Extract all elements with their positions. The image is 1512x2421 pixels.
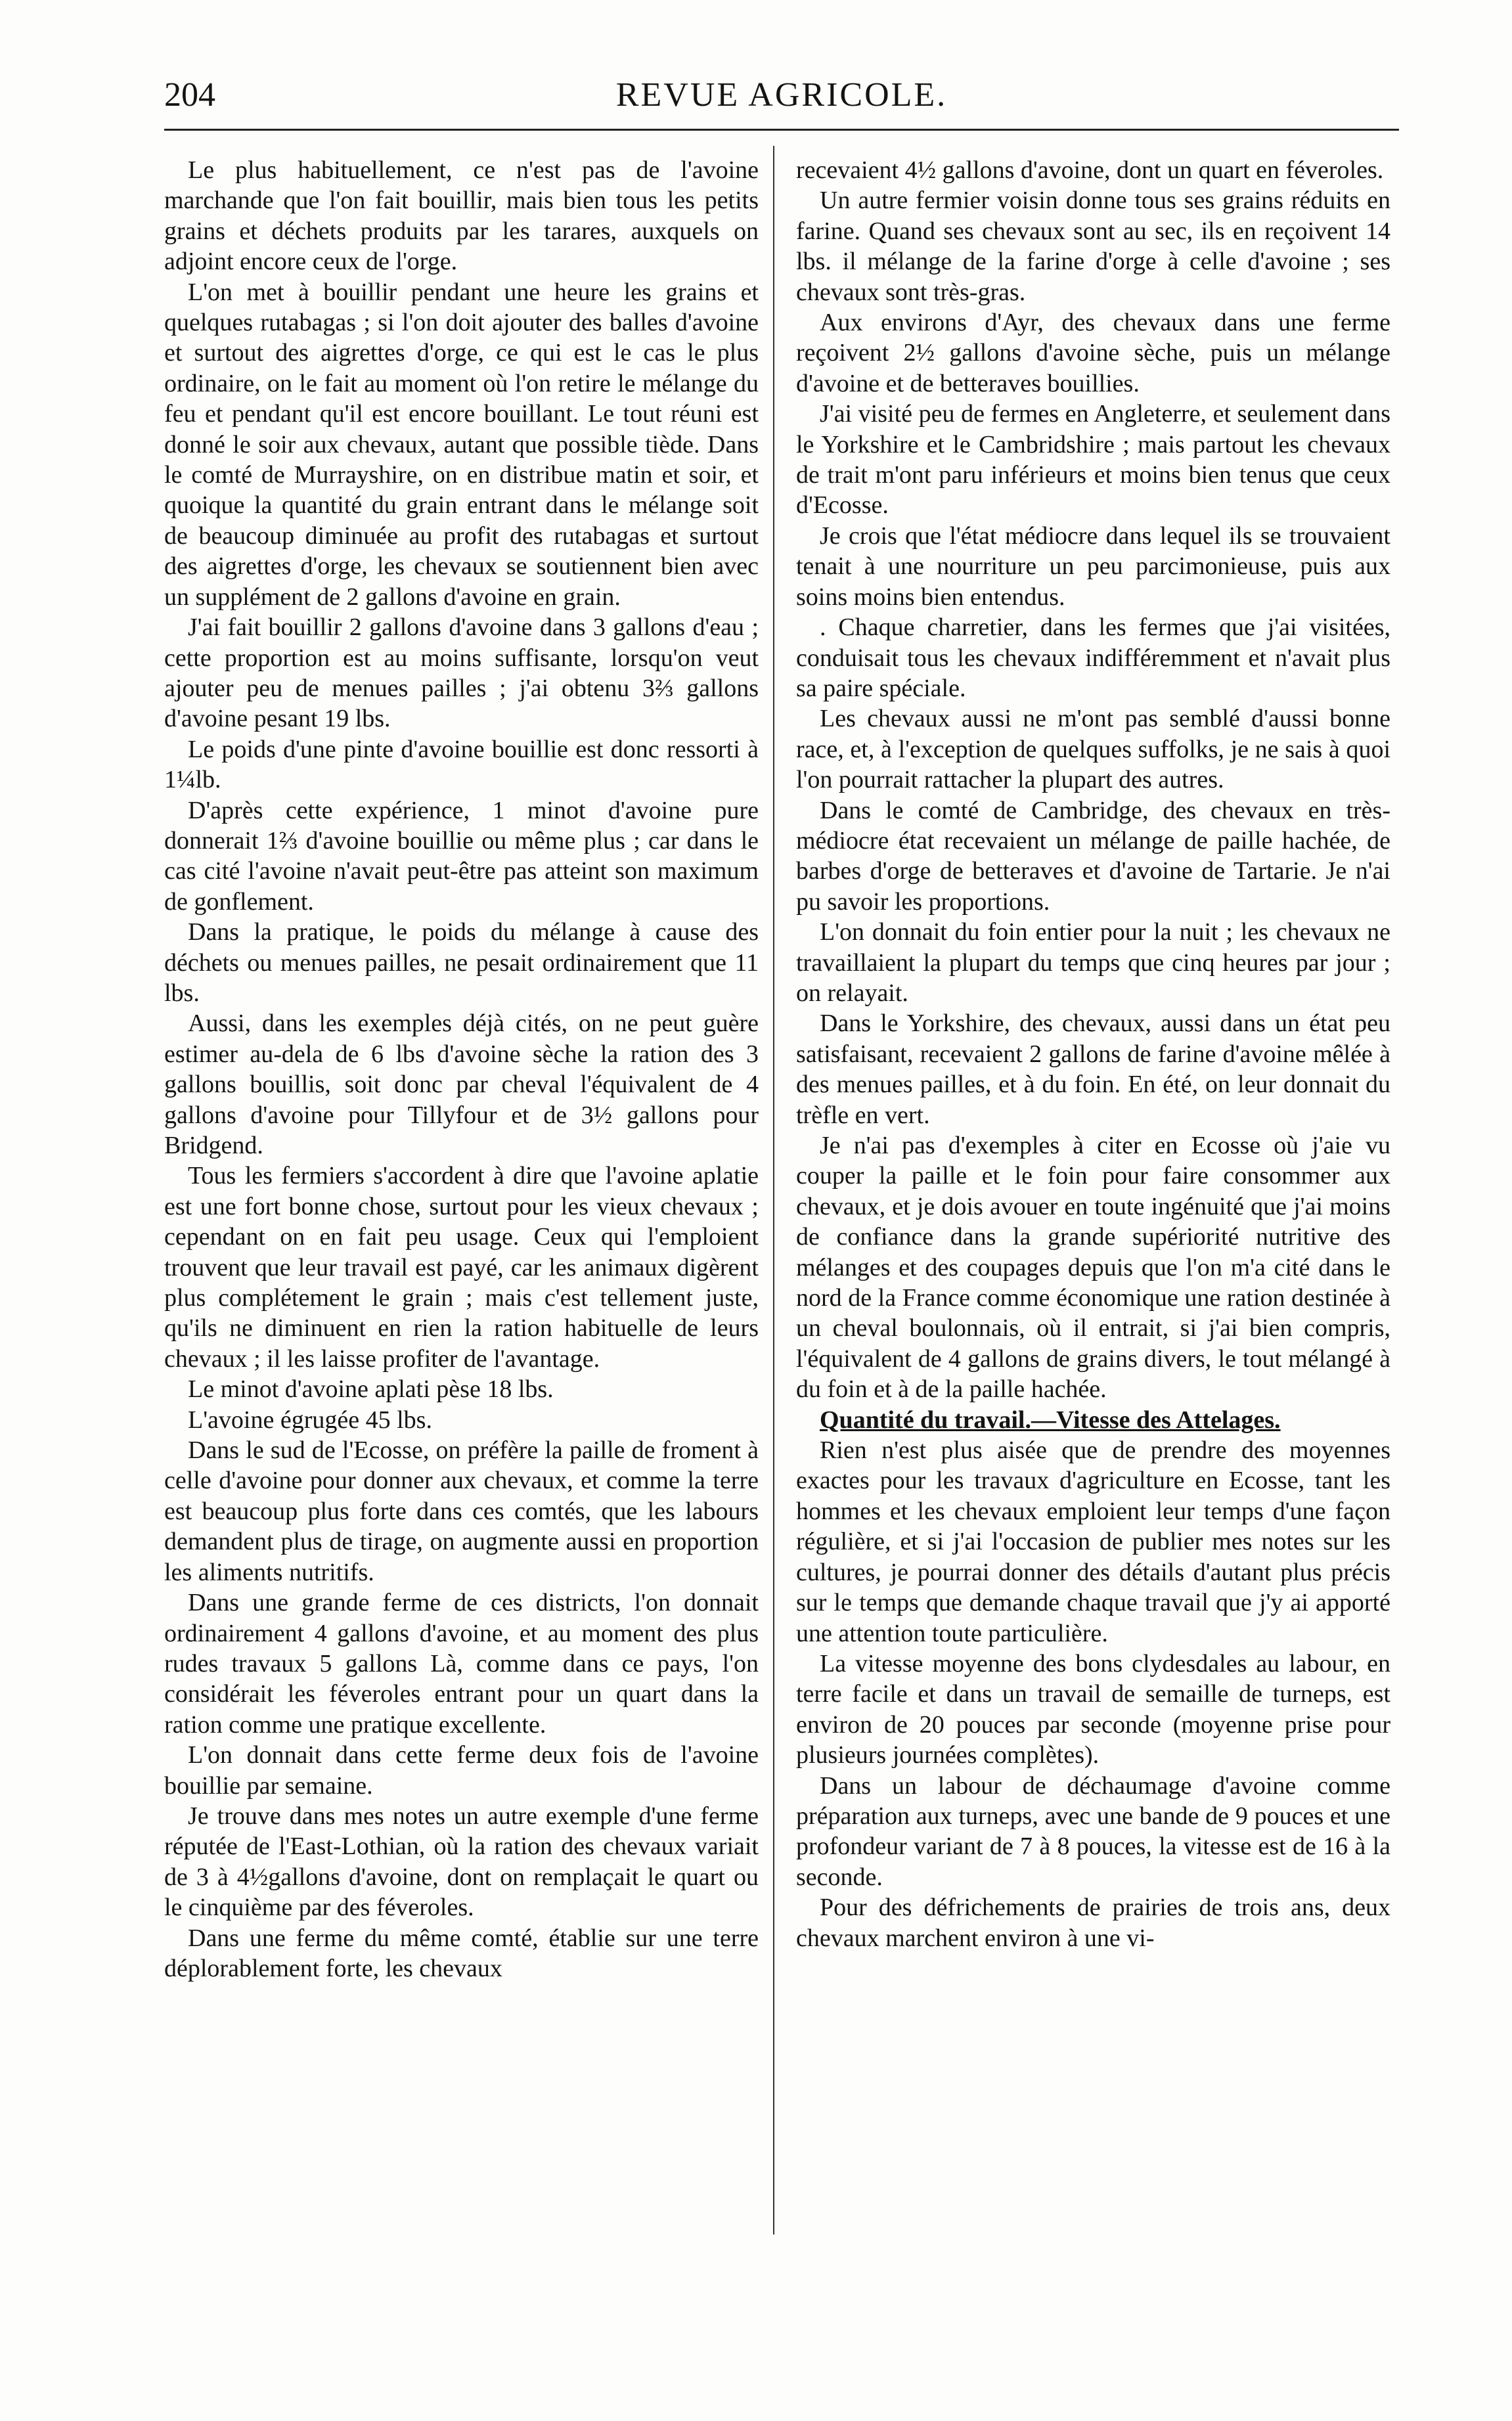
paragraph: . Chaque charretier, dans les fermes que j'ai visitées, conduisait tous les chevaux indifféremment et n'avait plus sa paire spéciale. — [796, 613, 1390, 702]
paragraph: Dans une ferme du même comté, établie sur une terre déplorablement forte, les chevaux — [164, 1924, 759, 1982]
paragraph: Dans le Yorkshire, des chevaux, aussi dans un état peu satisfaisant, recevaient 2 gallons de farine d'avoine mêlée à des menues pailles, et à du foin. En été, on leur donnait du trèfle en vert. — [796, 1010, 1390, 1129]
paragraph: Dans le comté de Cambridge, des chevaux en très-médiocre état recevaient un mélange de paille hachée, de barbes d'orge de betteraves et d'avoine de Tartarie. Je n'ai pu savoir les proportions. — [796, 796, 1390, 916]
header-rule — [164, 129, 1399, 131]
paragraph: Je n'ai pas d'exemples à citer en Ecosse où j'aie vu couper la paille et le foin pour faire consommer aux chevaux, et je dois avouer en toute ingénuité que j'ai moins de confiance dans la grande supériorité nutritive des mélanges et des coupages depuis que l'on m'a cité dans le nord de la France comme économique une ration destinée à un cheval boulonnais, où il entrait, si j'ai bien compris, l'équivalent de 4 gallons de grains divers, le tout mélangé à du foin et à de la paille hachée. — [796, 1132, 1390, 1404]
paragraph: L'on donnait du foin entier pour la nuit ; les chevaux ne travaillaient la plupart du temps que cinq heures par jour ; on relayait. — [796, 918, 1390, 1007]
paragraph: Le minot d'avoine aplati pèse 18 lbs. — [188, 1375, 554, 1404]
paragraph: Dans le sud de l'Ecosse, on préfère la paille de froment à celle d'avoine pour donner aux chevaux, et comme la terre est beaucoup plus forte dans ces comtés, que les labours demandent plus de tirage, on augmente aussi en proportion les aliments nutritifs. — [164, 1436, 759, 1586]
paragraph: Aux environs d'Ayr, des chevaux dans une ferme reçoivent 2½ gallons d'avoine sèche, puis un mélange d'avoine et de betteraves bouillies. — [796, 309, 1390, 397]
paragraph: J'ai visité peu de fermes en Angleterre, et seulement dans le Yorkshire et le Cambridshire ; mais partout les chevaux de trait m'ont paru inférieurs et moins bien tenus que ceux d'Ecosse. — [796, 400, 1390, 520]
page-number: 204 — [164, 76, 215, 114]
paragraph: Rien n'est plus aisée que de prendre des moyennes exactes pour les travaux d'agriculture en Ecosse, tant les hommes et les chevaux emploient leur temps d'une façon régulière, et si j'ai l'occasion de publier mes notes sur les cultures, je pourrai donner des détails d'autant plus précis sur le temps que demande chaque travail que j'y ai apporté une attention toute particulière. — [796, 1436, 1390, 1647]
paragraph: L'avoine égrugée 45 lbs. — [188, 1406, 432, 1434]
section-heading-line — [796, 1405, 1390, 1435]
running-title: REVUE AGRICOLE. — [615, 76, 948, 114]
paragraph: Je crois que l'état médiocre dans lequel ils se trouvaient tenait à une nourriture un peu parcimonieuse, puis aux soins moins bien entendus. — [796, 522, 1390, 611]
paragraph: Dans un labour de déchaumage d'avoine comme préparation aux turneps, avec une bande de 9 pouces et une profondeur variant de 7 à 8 pouces, la vitesse est de 16 à la seconde. — [796, 1771, 1390, 1891]
column-divider — [773, 146, 774, 2234]
paragraph: L'on donnait dans cette ferme deux fois de l'avoine bouillie par semaine. — [164, 1741, 759, 1800]
paragraph: Dans la pratique, le poids du mélange à cause des déchets ou menues pailles, ne pesait ordinairement que 11 lbs. — [164, 918, 759, 1007]
paragraph: Tous les fermiers s'accordent à dire que l'avoine aplatie est une fort bonne chose, surtout pour les vieux chevaux ; cependant on en fait peu usage. Ceux qui l'emploient trouvent que leur travail est payé, car les animaux digèrent plus complétement le grain ; mais c'est tellement juste, qu'ils ne diminuent en rien la ration habituelle de leurs chevaux ; il les laisse profiter de l'avantage. — [164, 1162, 759, 1373]
page-header — [164, 72, 1399, 118]
paragraph: recevaient 4½ gallons d'avoine, dont un quart en féveroles. — [796, 156, 1384, 184]
section-heading: Quantité du travail.—Vitesse des Attelages. — [820, 1406, 1281, 1434]
paragraph: Un autre fermier voisin donne tous ses grains réduits en farine. Quand ses chevaux sont au sec, ils en reçoivent 14 lbs. il mélange de la farine d'orge à celle d'avoine ; ses chevaux sont très-gras. — [796, 187, 1390, 306]
right-column — [796, 155, 1390, 1953]
paragraph: Je trouve dans mes notes un autre exemple d'une ferme réputée de l'East-Lothian, où la ration des chevaux variait de 3 à 4½gallons d'avoine, dont on remplaçait le quart ou le cinquième par des féveroles. — [164, 1802, 759, 1922]
paragraph: L'on met à bouillir pendant une heure les grains et quelques rutabagas ; si l'on doit ajouter des balles d'avoine et surtout des aigrettes d'orge, ce qui est le cas le plus ordinaire, on le fait au moment où l'on retire le mélange du feu et pendant qu'il est encore bouillant. Le tout réuni est donné le soir aux chevaux, autant que possible tiède. Dans le comté de Murrayshire, on en distribue matin et soir, et quoique la quantité du grain entrant dans le mélange soit de beaucoup diminuée au profit des rutabagas et surtout des aigrettes d'orge, les chevaux se soutiennent bien avec un supplément de 2 gallons d'avoine en grain. — [164, 278, 759, 611]
paragraph: Le poids d'une pinte d'avoine bouillie est donc ressorti à 1¼lb. — [164, 735, 759, 794]
paragraph: D'après cette expérience, 1 minot d'avoine pure donnerait 1⅔ d'avoine bouillie ou même plus ; car dans le cas cité l'avoine n'avait peut-être pas atteint son maximum de gonflement. — [164, 796, 759, 916]
paragraph: Aussi, dans les exemples déjà cités, on ne peut guère estimer au-dela de 6 lbs d'avoine sèche la ration des 3 gallons bouillis, soit donc par cheval l'équivalent de 4 gallons d'avoine pour Tillyfour et de 3½ gallons pour Bridgend. — [164, 1010, 759, 1159]
paragraph: Les chevaux aussi ne m'ont pas semblé d'aussi bonne race, et, à l'exception de quelques suffolks, je ne sais à quoi l'on pourrait rattacher la plupart des autres. — [796, 705, 1390, 794]
paragraph: Le plus habituellement, ce n'est pas de l'avoine marchande que l'on fait bouillir, mais bien tous les petits grains et déchets produits par les tarares, auxquels on adjoint encore ceux de l'orge. — [164, 156, 759, 276]
paragraph: Pour des défrichements de prairies de trois ans, deux chevaux marchent environ à une vi- — [796, 1894, 1390, 1952]
paragraph: Dans une grande ferme de ces districts, l'on donnait ordinairement 4 gallons d'avoine, et au moment des plus rudes travaux 5 gallons Là, comme dans ce pays, l'on considérait les féveroles entrant pour un quart dans la ration comme une pratique excellente. — [164, 1589, 759, 1739]
paragraph: J'ai fait bouillir 2 gallons d'avoine dans 3 gallons d'eau ; cette proportion est au moins suffisante, lorsqu'on veut ajouter peu de menues pailles ; j'ai obtenu 3⅔ gallons d'avoine pesant 19 lbs. — [164, 613, 759, 733]
left-column — [164, 155, 759, 1984]
paragraph: La vitesse moyenne des bons clydesdales au labour, en terre facile et dans un travail de semaille de turneps, est environ de 20 pouces par seconde (moyenne prise pour plusieurs journées complètes). — [796, 1649, 1390, 1769]
